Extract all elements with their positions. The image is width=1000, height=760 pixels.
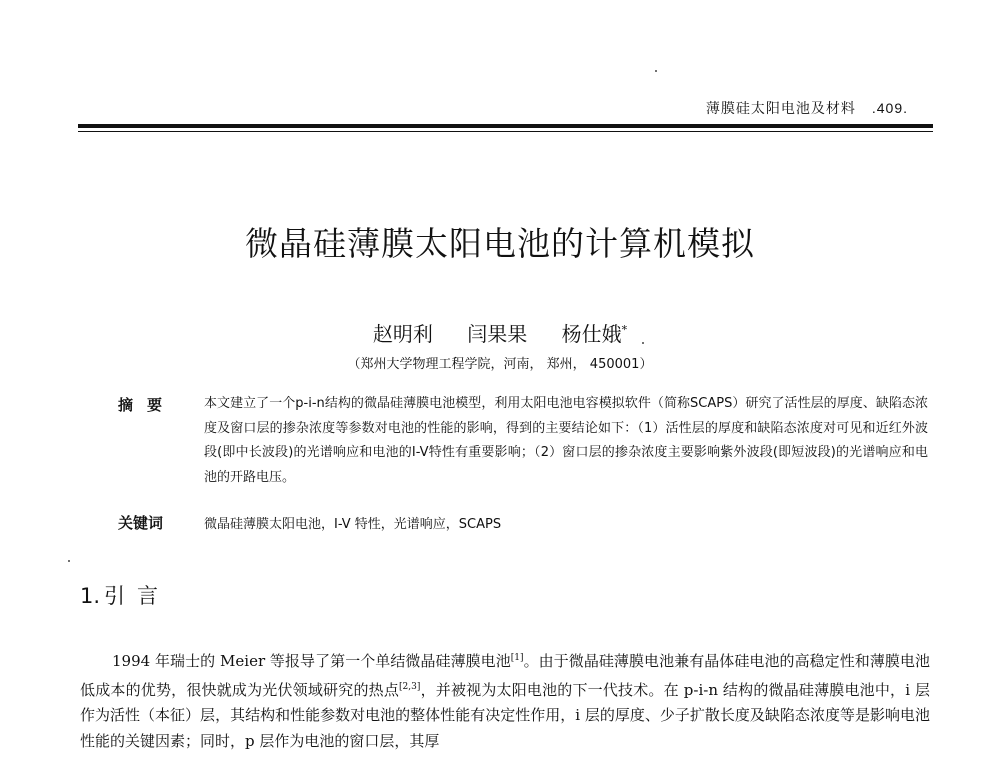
citation-1: [1] [510,653,524,663]
running-header [706,98,908,118]
scan-speck [642,342,644,344]
paper-title: 微晶硅薄膜太阳电池的计算机模拟 [245,224,755,263]
corresponding-author-mark: * [621,323,628,337]
scan-speck [68,560,70,562]
author-1: 赵明利 [372,322,433,346]
running-header-title: 薄膜硅太阳电池及材料 [705,101,856,117]
author-3-name: 杨仕娥 [561,322,622,346]
affiliation: （郑州大学物理工程学院，河南， 郑州， 450001） [347,357,653,372]
intro-text-3: ，并被视为太阳电池的下一代技术。在 p-i-n 结构的微晶硅薄膜电池中，i 层作为活性（本征）层，其结构和性能参数对电池的整体性能有决定性作用，i 层的厚度、少子扩散长度及缺陷态浓度等是影响电池性能的关键因素；同时，p 层作为电池的窗口层，其厚 [80,680,930,750]
abstract-label: 摘要 [118,396,177,414]
section-number: 1. [80,584,101,608]
page-number: .409. [871,100,908,116]
intro-text-1: 1994 年瑞士的 Meier 等报导了第一个单结微晶硅薄膜电池 [112,652,511,670]
author-2: 闫果果 [467,322,528,346]
author-list [0,318,1000,347]
citation-2: [2,3] [399,681,421,692]
scan-speck [655,70,657,72]
author-3 [562,322,628,346]
keywords-text: 微晶硅薄膜太阳电池，I-V 特性，光谱响应，SCAPS [204,517,502,532]
intro-text-2: 。由于微晶硅薄膜电池兼有晶体硅电池的高稳定性和薄膜电池低成本的优势，很快就成为光伏领域研究的热点 [80,652,930,699]
header-rule-thin [78,131,933,132]
header-rule-thick [78,124,933,128]
abstract-text: 本文建立了一个p-i-n结构的微晶硅薄膜电池模型，利用太阳电池电容模拟软件（简称SCAPS）研究了活性层的厚度、缺陷态浓度及窗口层的掺杂浓度等参数对电池的性能的影响，得到的主要结论如下：（1）活性层的厚度和缺陷态浓度对可见和近红外波段(即中长波段)的光谱响应和电池的I-V特性有重要影响；（2）窗口层的掺杂浓度主要影响紫外波段(即短波段)的光谱响应和电池的开路电压。 [204,396,928,485]
section-heading [80,580,170,610]
section-title: 引言 [104,584,171,608]
intro-paragraph [80,646,930,754]
keywords-label: 关键词 [118,514,164,532]
